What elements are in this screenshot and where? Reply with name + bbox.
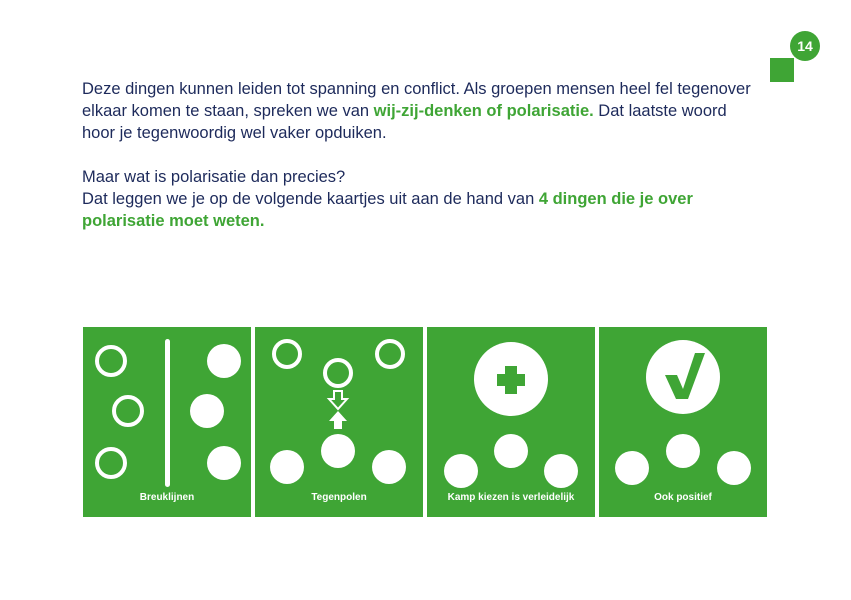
page-number: 14 — [790, 31, 820, 61]
card-label-tegenpolen: Tegenpolen — [311, 492, 367, 503]
intro-paragraph-2 — [82, 166, 762, 232]
intro-p1-text-b: Dat laatste woord hoor je tegenwoordig wel vaker opduiken. — [82, 102, 727, 142]
intro-p2-highlight: 4 dingen die je over polarisatie moet weten. — [82, 190, 693, 230]
intro-p2-text: Dat leggen we je op de volgende kaartjes uit aan de hand van — [82, 190, 539, 208]
page-number-badge — [770, 31, 822, 83]
card-ook-positief — [599, 327, 767, 517]
opposites-icon — [255, 327, 423, 517]
check-circle-icon — [599, 327, 767, 517]
card-breuklijnen — [83, 327, 251, 517]
card-label-breuklijnen: Breuklijnen — [139, 492, 195, 503]
card-tegenpolen — [255, 327, 423, 517]
breaklines-icon — [83, 327, 251, 517]
badge-square — [770, 58, 794, 82]
card-label-ook-positief: Ook positief — [654, 492, 712, 503]
intro-p1-highlight: wij-zij-denken of polarisatie. — [373, 102, 594, 120]
intro-paragraph-1 — [82, 78, 762, 144]
intro-text — [82, 78, 762, 254]
plus-circle-icon — [427, 327, 595, 517]
card-kamp-kiezen — [427, 327, 595, 517]
intro-p2-question: Maar wat is polarisatie dan precies? — [82, 168, 346, 186]
card-label-kamp-kiezen: Kamp kiezen is verleidelijk — [447, 492, 575, 503]
intro-p1-text-a: Deze dingen kunnen leiden tot spanning en conflict. Als groepen mensen heel fel tegenover elkaar komen te staan, spreken we van — [82, 80, 751, 120]
